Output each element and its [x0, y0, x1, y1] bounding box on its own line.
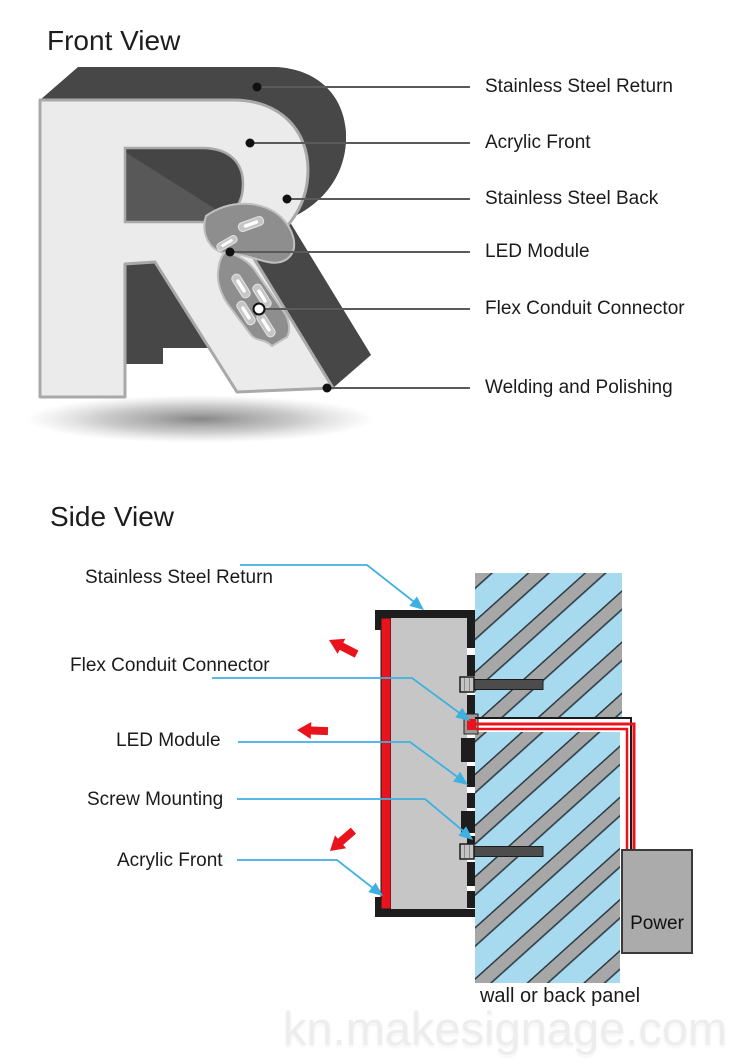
side-label-acrylic-front: Acrylic Front	[117, 850, 223, 871]
side-view-title: Side View	[50, 501, 175, 532]
wall-lower	[475, 732, 620, 983]
red-arrow-icon	[325, 632, 360, 661]
wall-label: wall or back panel	[479, 985, 641, 1007]
mounting-screw	[460, 677, 543, 692]
power-label: Power	[630, 913, 684, 934]
front-view-graphic	[25, 67, 470, 443]
mounting-screw	[460, 844, 543, 859]
front-label-stainless-steel-return: Stainless Steel Return	[485, 76, 673, 97]
side-label-led-module: LED Module	[116, 730, 221, 751]
letter-shadow	[25, 395, 375, 443]
front-label-flex-conduit-connector: Flex Conduit Connector	[485, 298, 685, 319]
wall-upper	[475, 573, 622, 717]
side-view-graphic	[212, 565, 692, 983]
letter-body	[391, 618, 467, 909]
front-label-acrylic-front: Acrylic Front	[485, 132, 591, 153]
side-label-screw-mounting: Screw Mounting	[87, 789, 224, 810]
power-box	[622, 850, 692, 953]
front-label-welding-and-polishing: Welding and Polishing	[485, 377, 673, 398]
front-view-title: Front View	[47, 25, 181, 56]
red-arrow-icon	[297, 722, 329, 740]
acrylic-front-strip	[381, 618, 391, 909]
side-label-stainless-steel-return: Stainless Steel Return	[85, 567, 273, 588]
front-label-stainless-steel-back: Stainless Steel Back	[485, 188, 659, 209]
flex-connector-dot	[254, 304, 265, 315]
red-direction-arrows	[297, 632, 361, 857]
side-label-flex-conduit-connector: Flex Conduit Connector	[70, 655, 270, 676]
red-arrow-icon	[324, 824, 359, 857]
watermark: kn.makesignage.com	[283, 1002, 728, 1055]
front-label-led-module: LED Module	[485, 241, 590, 262]
